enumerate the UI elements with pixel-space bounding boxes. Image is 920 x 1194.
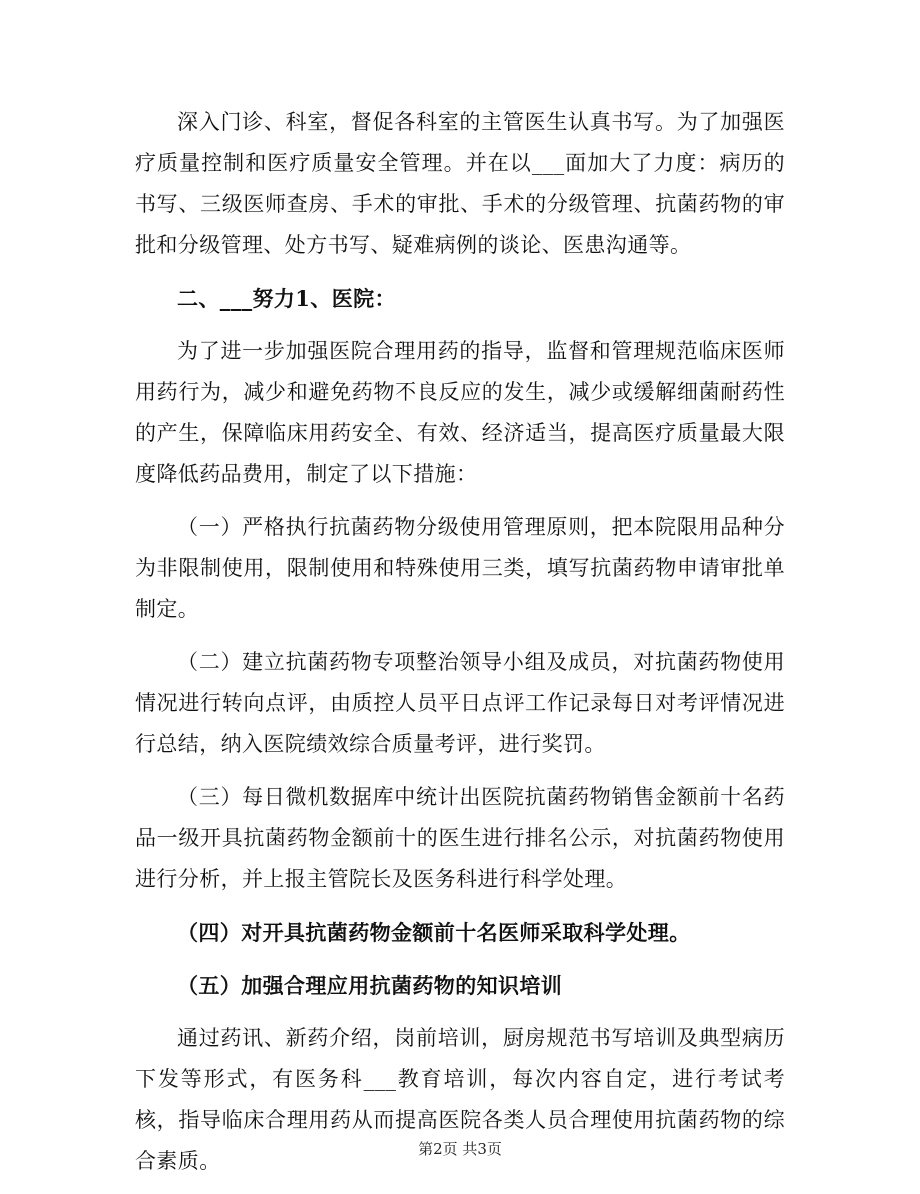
page-number-footer: 第2页 共3页	[418, 1140, 502, 1158]
paragraph-measure-1: （一）严格执行抗菌药物分级使用管理原则，把本院限用品种分为非限制使用，限制使用和特殊使用三类，填写抗菌药物申请审批单制定。	[135, 515, 785, 621]
paragraph-measure-3: （三）每日微机数据库中统计出医院抗菌药物销售金额前十名药品一级开具抗菌药物金额前十的医生进行排名公示，对抗菌药物使用进行分析，并上报主管院长及医务科进行科学处理。	[135, 785, 785, 891]
paragraph-measure-2: （二）建立抗菌药物专项整治领导小组及成员，对抗菌药物使用情况进行转向点评，由质控人员平日点评工作记录每日对考评情况进行总结，纳入医院绩效综合质量考评，进行奖罚。	[135, 650, 785, 756]
paragraph-measure-4: （四）对开具抗菌药物金额前十名医师采取科学处理。	[177, 920, 691, 945]
paragraph-measure-5: （五）加强合理应用抗菌药物的知识培训	[177, 973, 563, 998]
paragraph-rational-drug-use: 为了进一步加强医院合理用药的指导，监督和管理规范临床医师用药行为，减少和避免药物不良反应的发生，减少或缓解细菌耐药性的产生，保障临床用药安全、有效、经济适当，提高医疗质量最大限度降低药品费用，制定了以下措施：	[135, 339, 785, 486]
document-body	[135, 102, 785, 1194]
section-heading-hospital: 二、___努力1、医院：	[177, 286, 396, 311]
paragraph-quality-management: 深入门诊、科室，督促各科室的主管医生认真书写。为了加强医疗质量控制和医疗质量安全管理。并在以___面加大了力度：病历的书写、三级医师查房、手术的审批、手术的分级管理、抗菌药物的审批和分级管理、处方书写、疑难病例的谈论、医患沟通等。	[135, 110, 785, 257]
paragraph-training: 通过药讯、新药介绍，岗前培训，厨房规范书写培训及典型病历下发等形式，有医务科___教育培训，每次内容自定，进行考试考核，指导临床合理用药从而提高医院各类人员合理使用抗菌药物的综合素质。	[135, 1026, 785, 1173]
